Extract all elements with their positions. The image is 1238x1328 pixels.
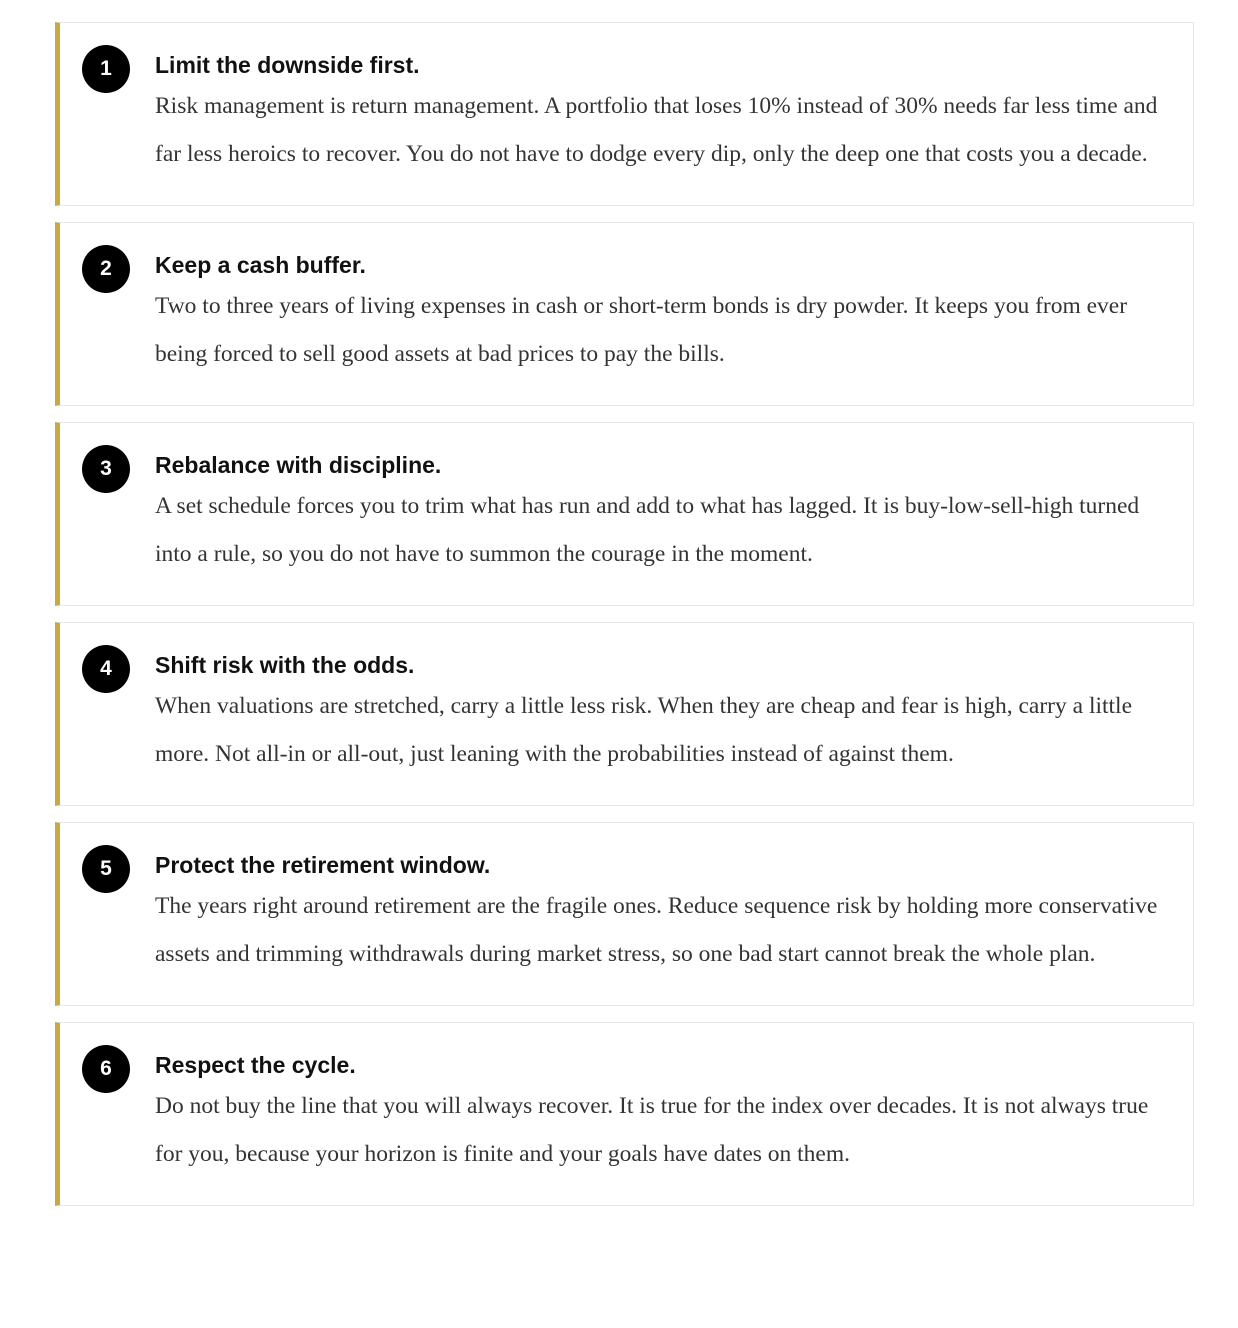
principle-body: The years right around retirement are the fragile ones. Reduce sequence risk by holding more conservative assets and trimming withdrawals during market stress, so one bad start cannot break the whole plan. — [155, 893, 1158, 967]
principle-card — [55, 422, 1194, 606]
principle-card — [55, 222, 1194, 406]
principle-body: A set schedule forces you to trim what has run and add to what has lagged. It is buy-low-sell-high turned into a rule, so you do not have to summon the courage in the moment. — [155, 493, 1140, 567]
principle-title: Protect the retirement window. — [155, 852, 491, 878]
number-badge: 1 — [82, 45, 130, 93]
principles-list — [55, 22, 1194, 1222]
principle-title: Respect the cycle. — [155, 1052, 356, 1078]
principle-title: Keep a cash buffer. — [155, 252, 366, 278]
number-badge: 6 — [82, 1045, 130, 1093]
number-badge: 5 — [82, 845, 130, 893]
number-badge: 4 — [82, 645, 130, 693]
principle-card — [55, 22, 1194, 206]
principle-body: When valuations are stretched, carry a little less risk. When they are cheap and fear is high, carry a little more. Not all-in or all-out, just leaning with the probabilities instead of against them. — [155, 693, 1133, 767]
principle-body: Risk management is return management. A portfolio that loses 10% instead of 30% needs far less time and far less heroics to recover. You do not have to dodge every dip, only the deep one that costs you a decade. — [155, 93, 1158, 167]
number-badge: 3 — [82, 445, 130, 493]
principle-card — [55, 822, 1194, 1006]
principle-title: Shift risk with the odds. — [155, 652, 415, 678]
number-badge: 2 — [82, 245, 130, 293]
principle-title: Rebalance with discipline. — [155, 452, 442, 478]
principle-card — [55, 622, 1194, 806]
principle-title: Limit the downside first. — [155, 52, 420, 78]
principle-body: Do not buy the line that you will always recover. It is true for the index over decades. It is not always true for you, because your horizon is finite and your goals have dates on them. — [155, 1093, 1149, 1167]
principle-body: Two to three years of living expenses in cash or short-term bonds is dry powder. It keeps you from ever being forced to sell good assets at bad prices to pay the bills. — [155, 293, 1128, 367]
principle-card — [55, 1022, 1194, 1206]
